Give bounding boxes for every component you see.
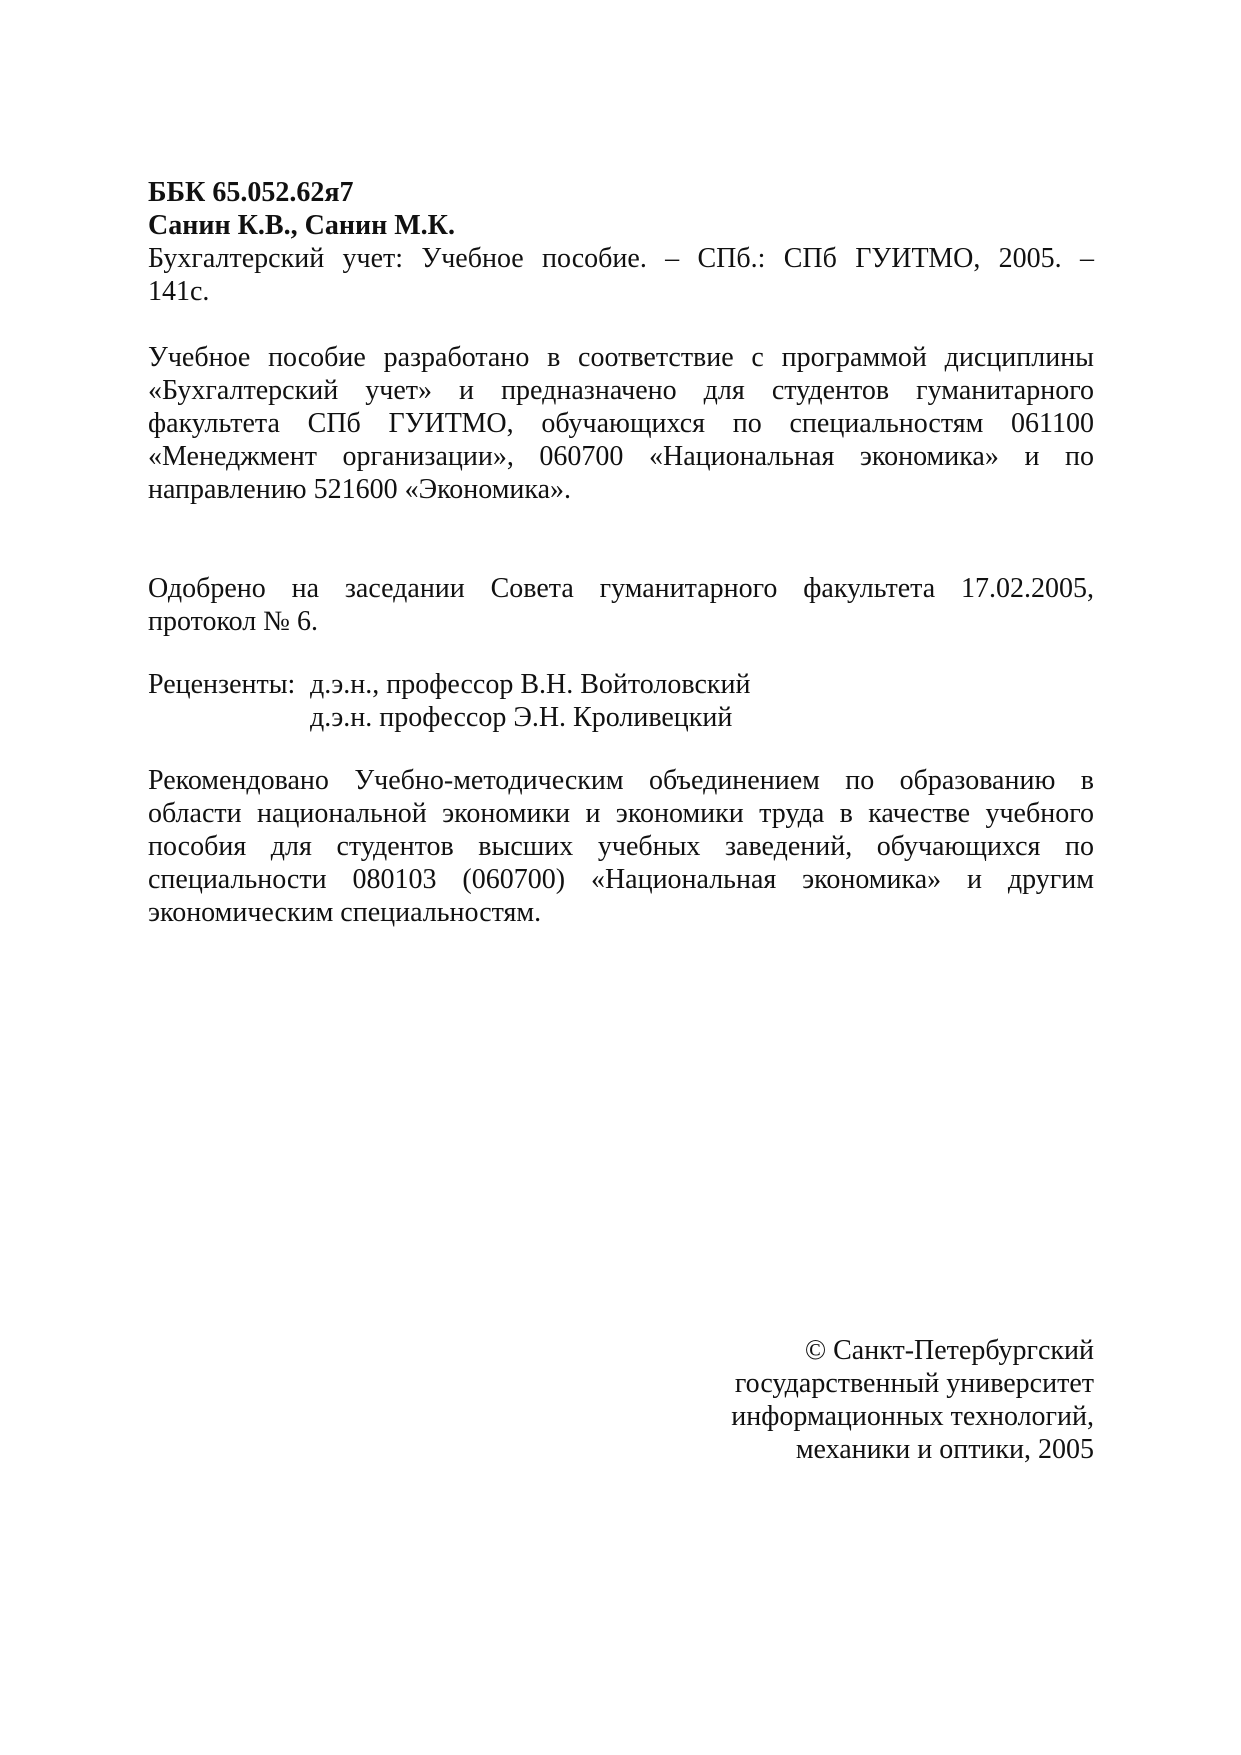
copyright-line: информационных технологий, — [731, 1401, 1094, 1432]
approval-paragraph — [148, 572, 1094, 638]
copyright-line: государственный университет — [734, 1368, 1094, 1399]
reviewer-row — [148, 701, 1094, 734]
approval-line: Одобрено на заседании Совета гуманитарного факультета 17.02.2005, — [148, 573, 1094, 604]
annotation-line: факультета СПб ГУИТМО, обучающихся по специальностям 061100 — [148, 408, 1094, 439]
recommendation-line: экономическим специальностям. — [148, 897, 542, 928]
copyright-line: механики и оптики, 2005 — [795, 1434, 1094, 1465]
annotation-line: Учебное пособие разработано в соответствие с программой дисциплины — [148, 342, 1094, 373]
recommendation-line: области национальной экономики и экономики труда в качестве учебного — [148, 798, 1094, 829]
reviewers-block — [148, 668, 1094, 734]
authors: Санин К.В., Санин М.К. — [148, 210, 455, 241]
page-content — [148, 176, 1094, 929]
annotation-line: направлению 521600 «Экономика». — [148, 474, 572, 505]
citation-line: 141с. — [148, 276, 210, 307]
recommendation-paragraph — [148, 764, 1094, 929]
citation-line: Бухгалтерский учет: Учебное пособие. – СПб.: СПб ГУИТМО, 2005. – — [148, 243, 1094, 274]
reviewers-label: Рецензенты: — [148, 669, 296, 700]
copyright-block — [731, 1334, 1094, 1466]
citation — [148, 242, 1094, 308]
reviewer-row — [148, 668, 1094, 701]
reviewer-name: д.э.н. профессор Э.Н. Кроливецкий — [310, 702, 733, 733]
copyright-line: © Санкт-Петербургский — [804, 1335, 1094, 1366]
approval-line: протокол № 6. — [148, 606, 318, 637]
recommendation-line: специальности 080103 (060700) «Национальная экономика» и другим — [148, 864, 1094, 895]
recommendation-line: Рекомендовано Учебно-методическим объединением по образованию в — [148, 765, 1094, 796]
annotation-line: «Менеджмент организации», 060700 «Национальная экономика» и по — [148, 441, 1094, 472]
bbk-code: ББК 65.052.62я7 — [148, 177, 354, 208]
recommendation-line: пособия для студентов высших учебных заведений, обучающихся по — [148, 831, 1094, 862]
annotation-paragraph — [148, 341, 1094, 506]
annotation-line: «Бухгалтерский учет» и предназначено для студентов гуманитарного — [148, 375, 1094, 406]
reviewer-name: д.э.н., профессор В.Н. Войтоловский — [310, 669, 751, 700]
